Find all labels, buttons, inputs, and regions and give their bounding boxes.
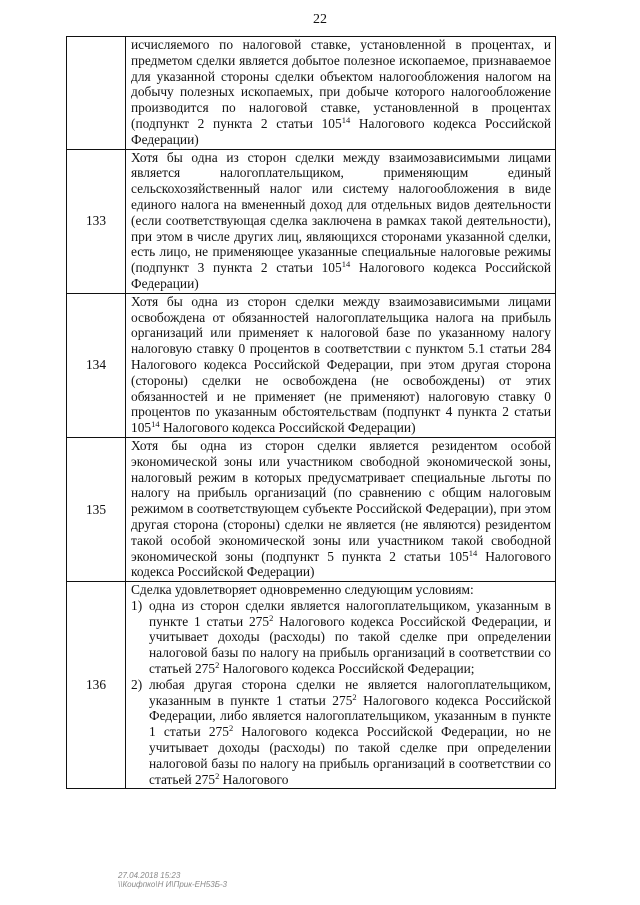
row-text-part: Хотя бы одна из сторон сделки между взаимозависимыми лицами освобождена от обязанностей налогоплательщика налога на прибыль организаций или применяет к налоговой базе по указанному налогу налоговую ставку 0 процентов в соответствии с пунктом 5.1 статьи 284 Налогового кодекса Российской Федерации, при этом другая сторона (стороны) сделки не освобождена (не освобождены) от этих обязанностей и не применяет (не применяют) налоговую ставку 0 процентов по указанным обстоятельствам (подпункт 4 пункта 2 статьи 105 bbox=[131, 293, 551, 436]
table-row bbox=[67, 582, 556, 789]
table-row bbox=[67, 437, 556, 581]
row-number: 135 bbox=[67, 437, 126, 581]
row-text-part: Хотя бы одна из сторон сделки является резидентом особой экономической зоны или участником свободной экономической зоны, налоговый режим в которых предусматривает специальные льготы по налогу на прибыль организаций (по сравнению с общим налоговым режимом в соответствующем субъекте Российской Федерации), при этом другая сторона (стороны) сделки не является (не являются) резидентом такой особой экономической зоны или участником такой свободной экономической зоны (подпункт 5 пункта 2 статьи 105 bbox=[131, 437, 551, 564]
list-text: Налогового кодекса Российской Федерации, и учитывает доходы (расходы) по такой сделке при определении налоговой базы по налогу на прибыль организаций в соответствии со статьей 275 bbox=[149, 613, 551, 677]
superscript: 2 bbox=[215, 770, 220, 781]
superscript: 2 bbox=[269, 612, 274, 623]
table-row bbox=[67, 149, 556, 293]
transactions-table bbox=[66, 36, 556, 789]
table-row bbox=[67, 37, 556, 150]
superscript: 14 bbox=[468, 547, 478, 558]
footer-stamp bbox=[118, 871, 227, 889]
footer-timestamp: 27.04.2018 15:23 bbox=[118, 871, 181, 880]
row-number bbox=[67, 37, 126, 150]
footer-path: \\Коифпко\Н И\Прик-ЕН53Б-3 bbox=[118, 880, 228, 889]
list-marker: 1) bbox=[131, 597, 143, 613]
superscript: 2 bbox=[228, 723, 234, 734]
superscript: 14 bbox=[341, 259, 351, 270]
conditions-intro: Сделка удовлетворяет одновременно следующим условиям: bbox=[131, 582, 474, 598]
row-number: 136 bbox=[67, 582, 126, 789]
row-text-part: исчисляемого по налоговой ставке, установленной в процентах, и предметом сделки является добытое полезное ископаемое, признаваемое для указанной стороны сделки объектом налогообложения налогом на добычу полезных ископаемых, при добыче которого налогообложение производится по налоговой ставке, установленной в процентах (подпункт 2 пункта 2 статьи 105 bbox=[131, 37, 551, 131]
row-text bbox=[126, 437, 556, 581]
list-item bbox=[131, 598, 551, 677]
superscript: 14 bbox=[151, 419, 160, 430]
row-number: 133 bbox=[67, 149, 126, 293]
row-text bbox=[126, 582, 556, 789]
list-text: Налогового кодекса Российской Федерации, но не учитывает доходы (расходы) по такой сделке при определении налоговой базы по налогу на прибыль организаций в соответствии со статьей 275 bbox=[149, 724, 551, 787]
superscript: 14 bbox=[341, 114, 351, 125]
row-text bbox=[126, 149, 556, 293]
list-text: любая другая сторона сделки не является налогоплательщиком, указанным в пункте 1 статьи 275 bbox=[149, 676, 551, 708]
superscript: 2 bbox=[215, 660, 220, 671]
list-item bbox=[131, 677, 551, 788]
page-number: 22 bbox=[313, 12, 327, 27]
row-text-part: Налогового кодекса Российской Федерации) bbox=[131, 260, 551, 291]
list-text: одна из сторон сделки является налогоплательщиком, указанным в пункте 1 статьи 275 bbox=[149, 597, 551, 629]
list-text: Налогового bbox=[219, 771, 289, 787]
list-marker: 2) bbox=[131, 676, 143, 692]
row-text-part: Налогового кодекса Российской Федерации) bbox=[131, 548, 552, 580]
list-text: Налогового кодекса Российской Федерации; bbox=[219, 661, 475, 677]
conditions-list bbox=[131, 598, 551, 788]
superscript: 2 bbox=[352, 691, 357, 702]
list-text: Налогового кодекса Российской Федерации, либо является налогоплательщиком, указанным в пункте 1 статьи 275 bbox=[149, 692, 551, 740]
row-text-part: Налогового кодекса Российской Федерации) bbox=[159, 420, 416, 436]
row-text bbox=[126, 37, 556, 150]
row-text bbox=[126, 293, 556, 437]
row-text-part: Налогового кодекса Российской Федерации) bbox=[131, 115, 551, 147]
table-row bbox=[67, 293, 556, 437]
row-text-part: Хотя бы одна из сторон сделки между взаимозависимыми лицами является налогоплательщиком, применяющим единый сельскохозяйственный налог или систему налогообложения в виде единого налога на вмененный доход для отдельных видов деятельности (если соответствующая сделка заключена в рамках такой деятельности), при этом в числе других лиц, являющихся сторонами указанной сделки, есть лицо, не применяющее указанные специальные налоговые режимы (подпункт 3 пункта 2 статьи 105 bbox=[131, 149, 551, 276]
row-number: 134 bbox=[67, 293, 126, 437]
